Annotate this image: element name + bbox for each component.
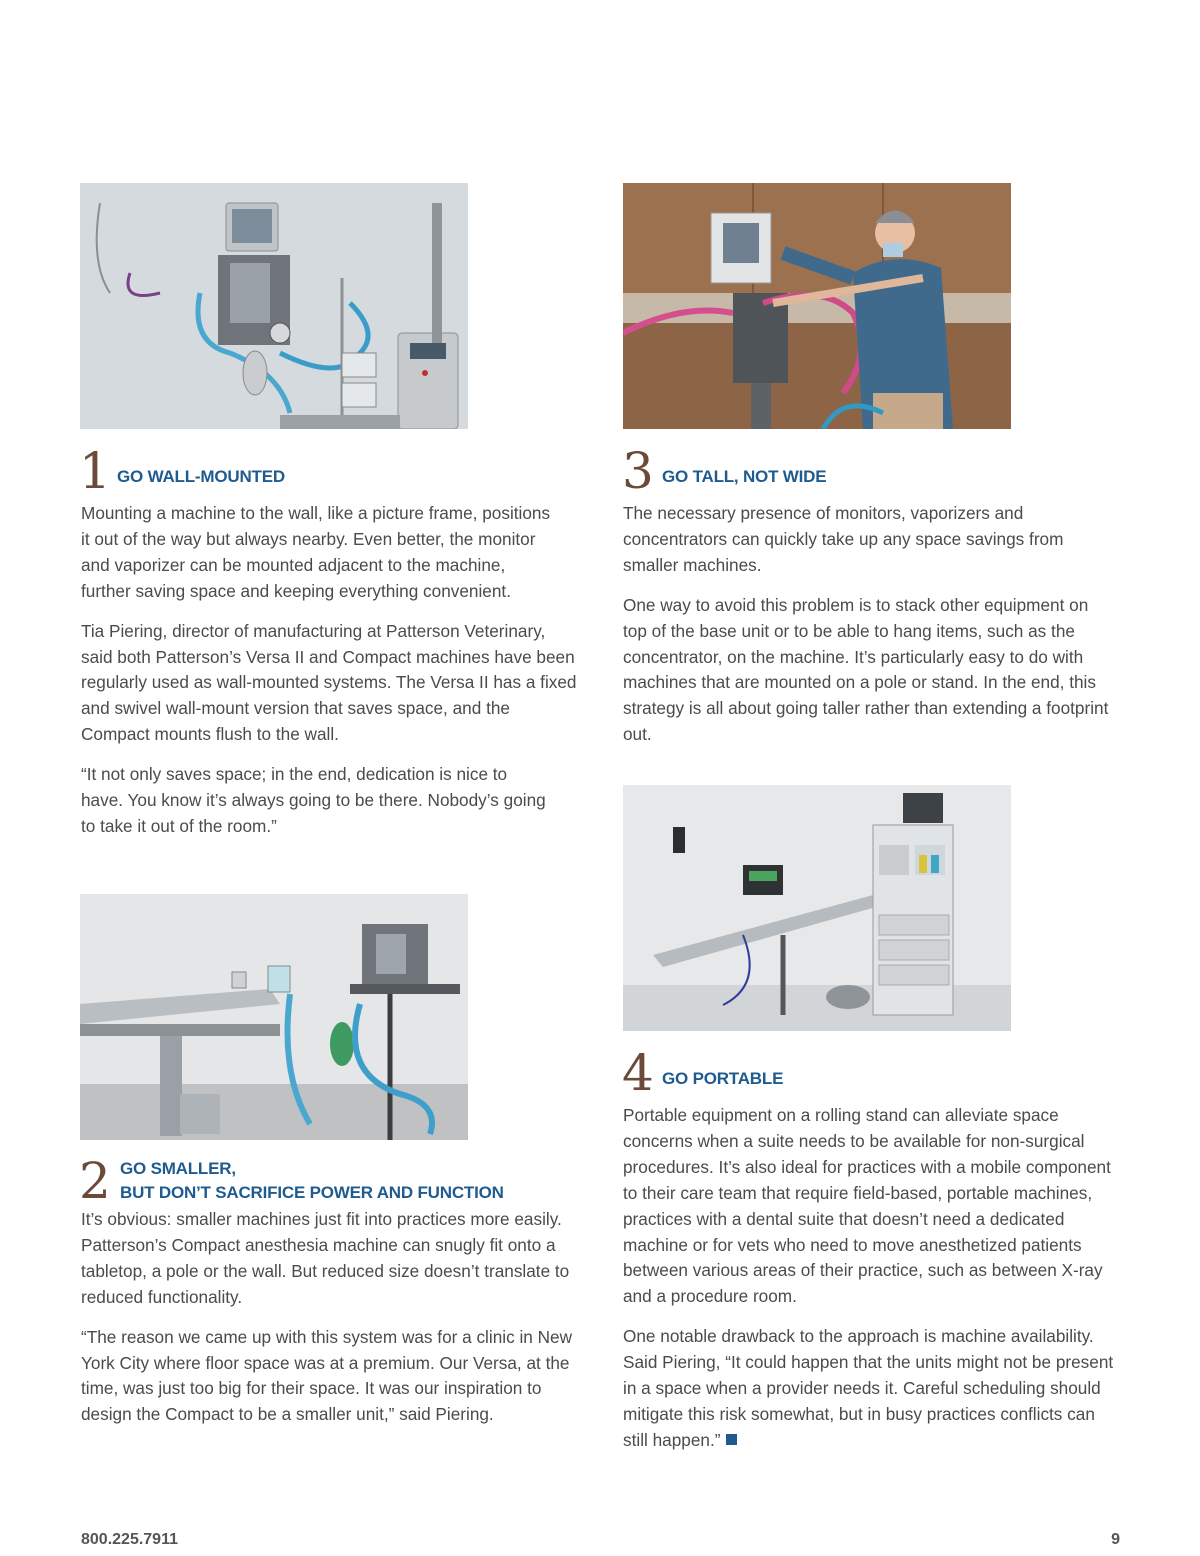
section-number-2: 2 bbox=[79, 1152, 111, 1210]
section-number-1: 1 bbox=[79, 442, 111, 500]
photo-man-adjusting-machine bbox=[623, 183, 1011, 429]
paragraph bbox=[623, 1324, 1118, 1454]
section-number-4: 4 bbox=[622, 1044, 654, 1102]
section-2-body bbox=[81, 1207, 581, 1442]
paragraph: “It not only saves space; in the end, dedication is nice to have. You know it’s always going to be there. Nobody’s going to take it out of the room.” bbox=[81, 764, 546, 836]
page-number: 9 bbox=[1111, 1531, 1120, 1548]
paragraph-text: One notable drawback to the approach is machine availability. Said Piering, “It could happen that the units might not be present in a space when a provider needs it. Careful scheduling should mitigate this risk somewhat, but in busy practices conflicts can still happen.” bbox=[623, 1326, 1114, 1450]
paragraph: It’s obvious: smaller machines just fit into practices more easily. Patterson’s Compact anesthesia machine can snugly fit onto a tabletop, a pole or the wall. But reduced size doesn’t translate to reduced functionality. bbox=[81, 1209, 570, 1307]
photo-portable-machine bbox=[623, 785, 1011, 1031]
photo-wall-mounted-machine bbox=[80, 183, 468, 429]
paragraph: “The reason we came up with this system was for a clinic in New York City where floor space was at a premium. Our Versa, at the time, was just too big for their space. It was our inspiration to design the Compact to be a smaller unit,” said Piering. bbox=[81, 1326, 572, 1425]
paragraph: Tia Piering, director of manufacturing at Patterson Veterinary, said both Patterson’s Versa II and Compact machines have been regularly used as wall-mounted systems. The Versa II has a fixed and swivel wall-mount version that saves space, and the Compact mounts flush to the wall. bbox=[81, 620, 577, 745]
section-heading-go-tall: GO TALL, NOT WIDE bbox=[662, 467, 827, 486]
end-mark-icon bbox=[726, 1434, 737, 1445]
section-heading-power-function: BUT DON’T SACRIFICE POWER AND FUNCTION bbox=[120, 1183, 504, 1202]
paragraph: Mounting a machine to the wall, like a picture frame, positions it out of the way but always nearby. Even better, the monitor and vaporizer can be mounted adjacent to the machine, further saving space and keeping everything convenient. bbox=[81, 503, 551, 601]
section-heading-go-portable: GO PORTABLE bbox=[662, 1069, 784, 1088]
section-heading-go-wall-mounted: GO WALL-MOUNTED bbox=[117, 467, 285, 486]
section-heading-go-smaller: GO SMALLER, bbox=[120, 1159, 236, 1178]
section-1-body bbox=[81, 501, 581, 854]
section-number-3: 3 bbox=[622, 442, 654, 500]
footer-phone: 800.225.7911 bbox=[81, 1531, 178, 1548]
paragraph: Portable equipment on a rolling stand can alleviate space concerns when a suite needs to be available for non-surgical procedures. It’s also ideal for practices with a mobile component to their care team that require field-based, portable machines, practices with a dental suite that doesn’t need a dedicated machine or for vets who need to move anesthetized patients between various areas of their practice, such as between X-ray and a procedure room. bbox=[623, 1105, 1111, 1307]
section-3-body bbox=[623, 501, 1123, 762]
paragraph: The necessary presence of monitors, vaporizers and concentrators can quickly take up any space savings from smaller machines. bbox=[623, 503, 1064, 575]
paragraph: One way to avoid this problem is to stack other equipment on top of the base unit or to be able to hang items, such as the concentrator, on the machine. It’s particularly easy to do with machines that are mounted on a pole or stand. In the end, this strategy is all about going taller rather than extending a footprint out. bbox=[623, 594, 1109, 745]
section-4-body bbox=[623, 1103, 1123, 1468]
photo-compact-machine bbox=[80, 894, 468, 1140]
